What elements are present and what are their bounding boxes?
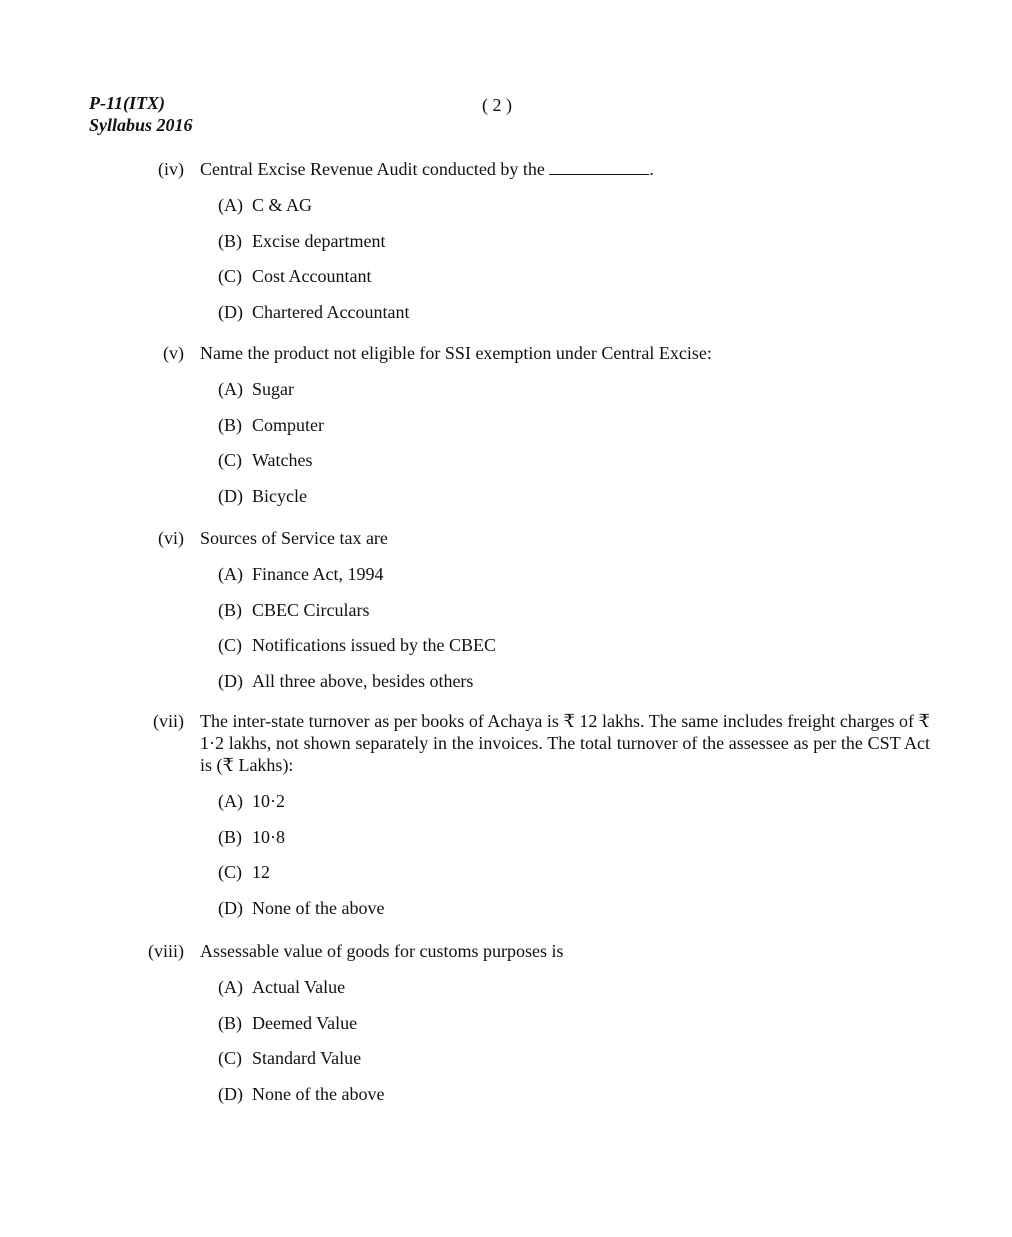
question-number: (v) bbox=[163, 343, 184, 363]
option-b bbox=[218, 826, 930, 848]
option-letter: (C) bbox=[218, 266, 242, 286]
option-list bbox=[218, 790, 930, 919]
option-d bbox=[218, 1083, 930, 1105]
option-c bbox=[218, 634, 930, 656]
question-number: (viii) bbox=[148, 941, 184, 961]
question-v bbox=[130, 342, 930, 520]
option-text: Bicycle bbox=[252, 485, 307, 506]
option-letter: (D) bbox=[218, 1083, 243, 1104]
option-d bbox=[218, 897, 930, 919]
question-number: (vi) bbox=[158, 528, 184, 548]
option-text: Watches bbox=[252, 450, 313, 470]
option-letter: (A) bbox=[218, 791, 243, 811]
question-number: (iv) bbox=[158, 159, 184, 179]
question-text bbox=[200, 158, 930, 180]
option-text: None of the above bbox=[252, 1083, 385, 1104]
option-letter: (B) bbox=[218, 1012, 242, 1033]
option-b bbox=[218, 599, 930, 621]
question-text: Name the product not eligible for SSI exemption under Central Excise: bbox=[200, 343, 712, 363]
option-d bbox=[218, 670, 930, 692]
option-c bbox=[218, 861, 930, 883]
option-b bbox=[218, 1012, 930, 1034]
option-text: C & AG bbox=[252, 195, 313, 215]
question-number: (vii) bbox=[153, 711, 184, 731]
option-letter: (C) bbox=[218, 1048, 242, 1068]
option-letter: (B) bbox=[218, 826, 242, 847]
option-letter: (B) bbox=[218, 599, 242, 620]
question-vii bbox=[130, 710, 930, 932]
option-list bbox=[218, 378, 930, 507]
option-a bbox=[218, 378, 930, 400]
option-list bbox=[218, 194, 930, 323]
option-letter: (D) bbox=[218, 301, 243, 322]
option-letter: (A) bbox=[218, 195, 243, 215]
option-a bbox=[218, 194, 930, 216]
question-text: The inter-state turnover as per books of Achaya is ₹ 12 lakhs. The same includes freight charges of ₹ 1·2 lakhs, not shown separately in the invoices. The total turnover of the assessee as per the CST Act is (₹ Lakhs): bbox=[200, 711, 930, 775]
option-text: Notifications issued by the CBEC bbox=[252, 635, 496, 655]
option-text: Chartered Accountant bbox=[252, 301, 410, 322]
option-d bbox=[218, 485, 930, 507]
option-letter: (A) bbox=[218, 564, 243, 584]
option-text: All three above, besides others bbox=[252, 670, 474, 691]
option-letter: (D) bbox=[218, 897, 243, 918]
syllabus-year: Syllabus 2016 bbox=[89, 115, 193, 135]
option-text: 10·2 bbox=[252, 791, 285, 811]
option-letter: (B) bbox=[218, 230, 242, 251]
option-text: Cost Accountant bbox=[252, 266, 372, 286]
page-number: ( 2 ) bbox=[482, 95, 512, 115]
option-text: 10·8 bbox=[252, 826, 285, 847]
option-a bbox=[218, 790, 930, 812]
option-letter: (C) bbox=[218, 450, 242, 470]
question-text: Assessable value of goods for customs purposes is bbox=[200, 941, 564, 961]
option-letter: (C) bbox=[218, 635, 242, 655]
question-iv bbox=[130, 158, 930, 336]
option-letter: (C) bbox=[218, 862, 242, 882]
question-stem: Central Excise Revenue Audit conducted by the bbox=[200, 159, 545, 179]
option-text: 12 bbox=[252, 862, 270, 882]
option-text: Sugar bbox=[252, 379, 294, 399]
option-text: Computer bbox=[252, 414, 324, 435]
option-b bbox=[218, 414, 930, 436]
option-letter: (D) bbox=[218, 485, 243, 506]
question-trailing: . bbox=[649, 159, 654, 179]
option-c bbox=[218, 449, 930, 471]
paper-code: P-11(ITX) bbox=[89, 93, 165, 113]
option-letter: (B) bbox=[218, 414, 242, 435]
question-vi bbox=[130, 527, 930, 705]
option-text: Excise department bbox=[252, 230, 386, 251]
option-text: Deemed Value bbox=[252, 1012, 358, 1033]
option-list bbox=[218, 563, 930, 692]
option-text: Actual Value bbox=[252, 977, 346, 997]
option-list bbox=[218, 976, 930, 1105]
question-text: Sources of Service tax are bbox=[200, 528, 388, 548]
option-letter: (D) bbox=[218, 670, 243, 691]
option-text: Finance Act, 1994 bbox=[252, 564, 384, 584]
option-a bbox=[218, 563, 930, 585]
answer-blank bbox=[549, 160, 649, 175]
option-d bbox=[218, 301, 930, 323]
option-letter: (A) bbox=[218, 977, 243, 997]
option-text: CBEC Circulars bbox=[252, 599, 370, 620]
option-text: None of the above bbox=[252, 897, 385, 918]
option-c bbox=[218, 265, 930, 287]
option-c bbox=[218, 1047, 930, 1069]
option-b bbox=[218, 230, 930, 252]
option-letter: (A) bbox=[218, 379, 243, 399]
option-text: Standard Value bbox=[252, 1048, 362, 1068]
question-viii bbox=[130, 940, 930, 1118]
option-a bbox=[218, 976, 930, 998]
